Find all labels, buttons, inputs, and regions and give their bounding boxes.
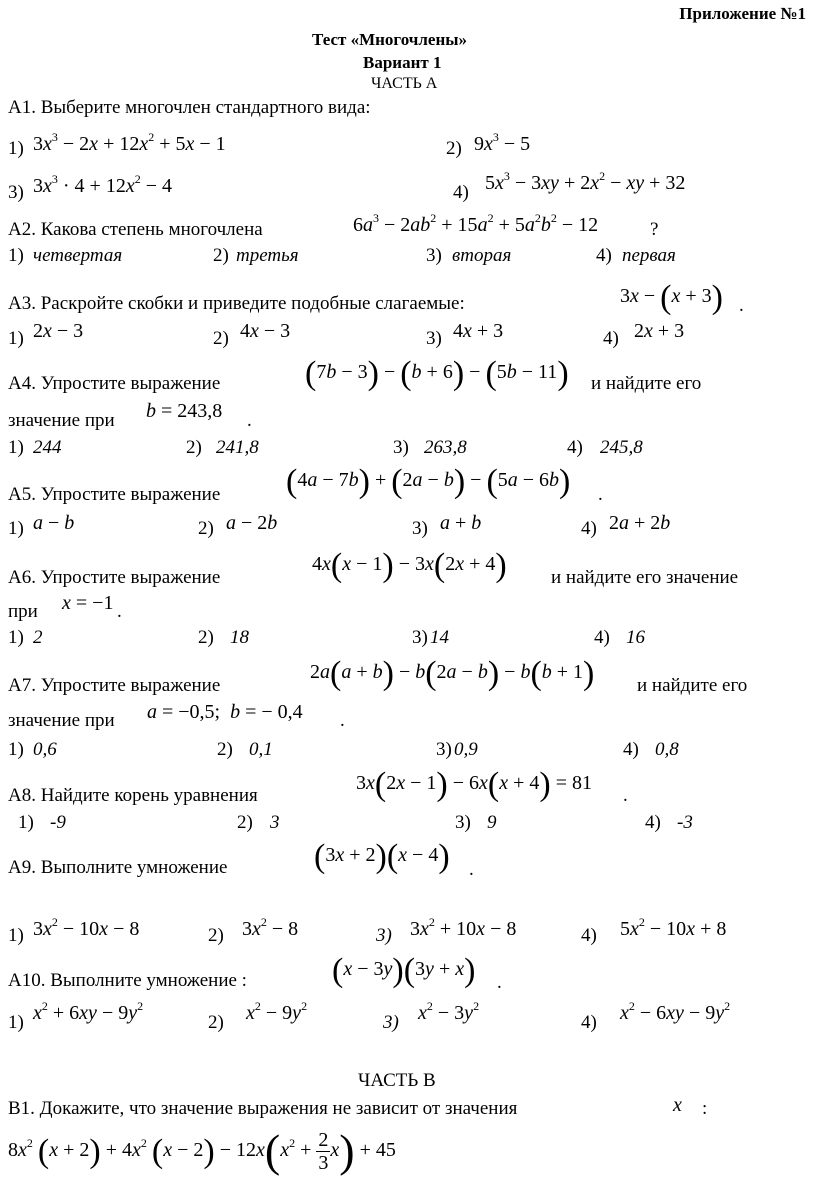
- a10-option-1-number: 1): [8, 1012, 24, 1033]
- a3-option-1-number: 1): [8, 328, 24, 349]
- a5-expression: (4a − 7b) + (2a − b) − (5a − 6b): [286, 463, 571, 500]
- a9-option-4-formula: $5x^2 - 10x + 8$: [620, 915, 727, 940]
- a6-dot: .: [117, 601, 122, 622]
- a7-option-3-number: 3): [436, 739, 452, 760]
- part-b-title: ЧАСТЬ В: [358, 1070, 436, 1091]
- a8-option-4: -3: [677, 812, 693, 833]
- a6-option-2: 18: [230, 627, 249, 648]
- a10-option-2-formula: $x^2 - 9y^2$: [246, 999, 308, 1024]
- a8-equation: 3x(2x − 1) − 6x(x + 4) = 81: [356, 766, 592, 803]
- a10-option-1-formula: $x^2 + 6xy - 9y^2$: [33, 999, 144, 1024]
- a3-option-4-number: 4): [603, 328, 619, 349]
- a1-option-2-number: 2): [446, 138, 462, 159]
- a2-polynomial: $6a^3 - 2ab^2 + 15a^2 + 5a^2b^2 - 12$: [353, 211, 599, 236]
- a6-option-3: 14: [430, 627, 449, 648]
- a5-option-2-formula: a − 2b: [226, 512, 278, 534]
- a7-option-2-number: 2): [217, 739, 233, 760]
- a9-option-4-number: 4): [581, 925, 597, 946]
- a8-option-3: 9: [487, 812, 497, 833]
- a9-option-1-formula: $3x^2 - 10x - 8$: [33, 915, 140, 940]
- a10-option-4-number: 4): [581, 1012, 597, 1033]
- a3-option-4-formula: 2x + 3: [634, 320, 685, 342]
- a6-option-1: 2: [33, 627, 43, 648]
- b1-expression: $8x^2$ $(x + 2) + 4x^2$ $(x - 2) - 12x(x^2$ + $\frac{2}{3}$ x) + 45: [8, 1125, 396, 1176]
- a2-option-2: третья: [236, 245, 299, 266]
- a9-option-2-formula: $3x^2 - 8$: [242, 915, 299, 940]
- question-a3: А3. Раскройте скобки и приведите подобные слагаемые:: [8, 293, 465, 314]
- a10-option-4-formula: $x^2 - 6xy - 9y^2$: [620, 999, 731, 1024]
- a9-expression: (3x + 2)(x − 4): [314, 838, 450, 875]
- variant-label: Вариант 1: [363, 53, 442, 72]
- a9-option-3-number: 3): [376, 925, 392, 946]
- question-a5: А5. Упростите выражение: [8, 484, 221, 505]
- a10-option-3-number: 3): [383, 1012, 399, 1033]
- a2-option-4: первая: [622, 245, 676, 266]
- question-a7: А7. Упростите выражение: [8, 675, 221, 696]
- a7-option-4: 0,8: [655, 739, 679, 760]
- a7-line2: значение при: [8, 710, 115, 731]
- a4-option-4: 245,8: [600, 437, 643, 458]
- a7-option-3: 0,9: [454, 739, 478, 760]
- b1-colon: :: [702, 1098, 708, 1119]
- question-a6: А6. Упростите выражение: [8, 567, 221, 588]
- a4-option-3-number: 3): [393, 437, 409, 458]
- a1-option-1-formula: $3x^3 - 2x + 12x^2 + 5x - 1$: [33, 130, 226, 155]
- question-a4: А4. Упростите выражение: [8, 373, 221, 394]
- a2-option-1-number: 1): [8, 245, 24, 266]
- a8-option-2-number: 2): [237, 812, 253, 833]
- a9-dot: .: [469, 859, 474, 880]
- a8-option-1-number: 1): [18, 812, 34, 833]
- a1-option-3-number: 3): [8, 182, 24, 203]
- a8-dot: .: [623, 785, 628, 806]
- a4-condition: b = 243,8: [146, 400, 223, 422]
- a10-option-3-formula: $x^2 - 3y^2$: [418, 999, 480, 1024]
- a4-option-2: 241,8: [216, 437, 259, 458]
- a2-option-2-number: 2): [213, 245, 229, 266]
- question-a1: А1. Выберите многочлен стандартного вида:: [8, 97, 371, 118]
- a2-question-mark: ?: [650, 219, 659, 240]
- a6-option-4-number: 4): [594, 627, 610, 648]
- question-a2: А2. Какова степень многочлена: [8, 219, 263, 240]
- a6-condition: x = −1: [62, 592, 114, 614]
- a4-option-3: 263,8: [424, 437, 467, 458]
- a1-option-2-formula: $9x^3 - 5$: [474, 130, 531, 155]
- a10-option-2-number: 2): [208, 1012, 224, 1033]
- a3-option-3-number: 3): [426, 328, 442, 349]
- a3-option-2-formula: 4x − 3: [240, 320, 291, 342]
- a3-option-3-formula: 4x + 3: [453, 320, 504, 342]
- question-a9: А9. Выполните умножение: [8, 857, 228, 878]
- a8-option-3-number: 3): [455, 812, 471, 833]
- a4-option-2-number: 2): [186, 437, 202, 458]
- a6-line2: при: [8, 601, 38, 622]
- a7-option-1-number: 1): [8, 739, 24, 760]
- a8-option-4-number: 4): [645, 812, 661, 833]
- a3-option-2-number: 2): [213, 328, 229, 349]
- a7-condition: a = −0,5; b = − 0,4: [147, 701, 303, 723]
- a5-dot: .: [598, 484, 603, 505]
- a10-dot: .: [497, 972, 502, 993]
- a6-option-4: 16: [626, 627, 645, 648]
- appendix-label: Приложение №1: [679, 4, 806, 23]
- part-a-title: ЧАСТЬ А: [371, 75, 438, 92]
- a9-option-3-formula: $3x^2 + 10x - 8$: [410, 915, 517, 940]
- b1-variable: x: [673, 1094, 682, 1116]
- a4-expression: (7b − 3) − (b + 6) − (5b − 11): [305, 355, 569, 392]
- a4-tail: и найдите его: [591, 373, 702, 394]
- a1-option-3-formula: $3x^3 \cdot 4 + 12x^2 - 4$: [33, 172, 173, 197]
- a3-dot: .: [739, 295, 744, 316]
- a9-option-1-number: 1): [8, 925, 24, 946]
- question-a8: А8. Найдите корень уравнения: [8, 785, 258, 806]
- a5-option-3-number: 3): [412, 518, 428, 539]
- a5-option-1-formula: a − b: [33, 512, 75, 534]
- a6-expression: 4x(x − 1) − 3x(2x + 4): [312, 547, 507, 584]
- a6-option-2-number: 2): [198, 627, 214, 648]
- a4-option-1: 244: [33, 437, 62, 458]
- question-b1: В1. Докажите, что значение выражения не зависит от значения: [8, 1098, 518, 1119]
- a4-option-1-number: 1): [8, 437, 24, 458]
- a6-option-3-number: 3): [412, 627, 428, 648]
- question-a10: А10. Выполните умножение :: [8, 970, 247, 991]
- a5-option-3-formula: a + b: [440, 512, 482, 534]
- a7-expression: 2a(a + b) − b(2a − b) − b(b + 1): [310, 655, 595, 692]
- a2-option-4-number: 4): [596, 245, 612, 266]
- a8-option-2: 3: [270, 812, 280, 833]
- a2-option-3: вторая: [452, 245, 512, 266]
- a7-option-2: 0,1: [249, 739, 273, 760]
- a2-option-1: четвертая: [33, 245, 123, 266]
- a1-option-4-formula: $5x^3 - 3xy + 2x^2$ − xy + 32: [485, 169, 686, 194]
- a5-option-4-formula: 2a + 2b: [609, 512, 671, 534]
- a4-dot: .: [247, 410, 252, 431]
- a3-option-1-formula: 2x − 3: [33, 320, 84, 342]
- a8-option-1: -9: [50, 812, 66, 833]
- a5-option-4-number: 4): [581, 518, 597, 539]
- a2-option-3-number: 3): [426, 245, 442, 266]
- a1-option-4-number: 4): [453, 182, 469, 203]
- a1-option-1-number: 1): [8, 138, 24, 159]
- a7-option-4-number: 4): [623, 739, 639, 760]
- a5-option-2-number: 2): [198, 518, 214, 539]
- test-title: Тест «Многочлены»: [312, 30, 468, 49]
- a3-expression: 3x − (x + 3): [620, 279, 723, 316]
- a9-option-2-number: 2): [208, 925, 224, 946]
- a7-tail: и найдите его: [637, 675, 748, 696]
- a4-option-4-number: 4): [567, 437, 583, 458]
- a5-option-1-number: 1): [8, 518, 24, 539]
- a4-line2: значение при: [8, 410, 115, 431]
- a10-expression: (x − 3y)(3y + x): [332, 952, 476, 989]
- a6-tail: и найдите его значение: [551, 567, 739, 588]
- a7-dot: .: [340, 710, 345, 731]
- a7-option-1: 0,6: [33, 739, 57, 760]
- a6-option-1-number: 1): [8, 627, 24, 648]
